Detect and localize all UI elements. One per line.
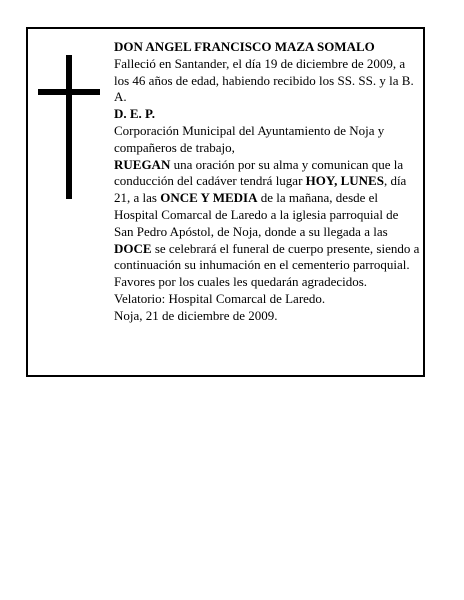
funeral-text-2: , día 21, a las <box>114 173 407 206</box>
funeral-text-1: una oración por su alma y comunican que la conducción del cadáver tendrá lugar <box>114 156 404 189</box>
once-y-media: ONCE Y MEDIA <box>160 190 258 206</box>
hoy-lunes: HOY, LUNES <box>305 173 384 189</box>
obituary-notice <box>26 27 425 377</box>
funeral-text-3: de la mañana, desde el Hospital Comarcal de Laredo a la iglesia parroquial de San Pedro Apóstol, de Noja, donde a su llegada a las <box>114 190 399 239</box>
date-line: Noja, 21 de diciembre de 2009. <box>114 307 278 323</box>
cross-icon <box>38 55 100 199</box>
cross-horizontal-bar <box>38 89 100 95</box>
death-info: Falleció en Santander, el día 19 de diciembre de 2009, a los 46 años de edad, habiendo recibido los SS. SS. y la B. A. <box>114 55 414 105</box>
cross-vertical-bar <box>66 55 72 199</box>
funeral-details <box>114 157 420 308</box>
funeral-text-4: se celebrará el funeral de cuerpo presente, siendo a continuación su inhumación en el cementerio parroquial. Favores por los cuales les quedarán agradecidos. Velatorio: Hospital Comarcal de Laredo. <box>114 240 420 306</box>
ruegan-word: RUEGAN <box>114 156 171 172</box>
dep-line: D. E. P. <box>114 106 156 122</box>
notice-text <box>114 39 420 325</box>
deceased-name: DON ANGEL FRANCISCO MAZA SOMALO <box>114 39 375 54</box>
doce-word: DOCE <box>114 240 152 256</box>
mourners-line: Corporación Municipal del Ayuntamiento de Noja y compañeros de trabajo, <box>114 122 385 155</box>
